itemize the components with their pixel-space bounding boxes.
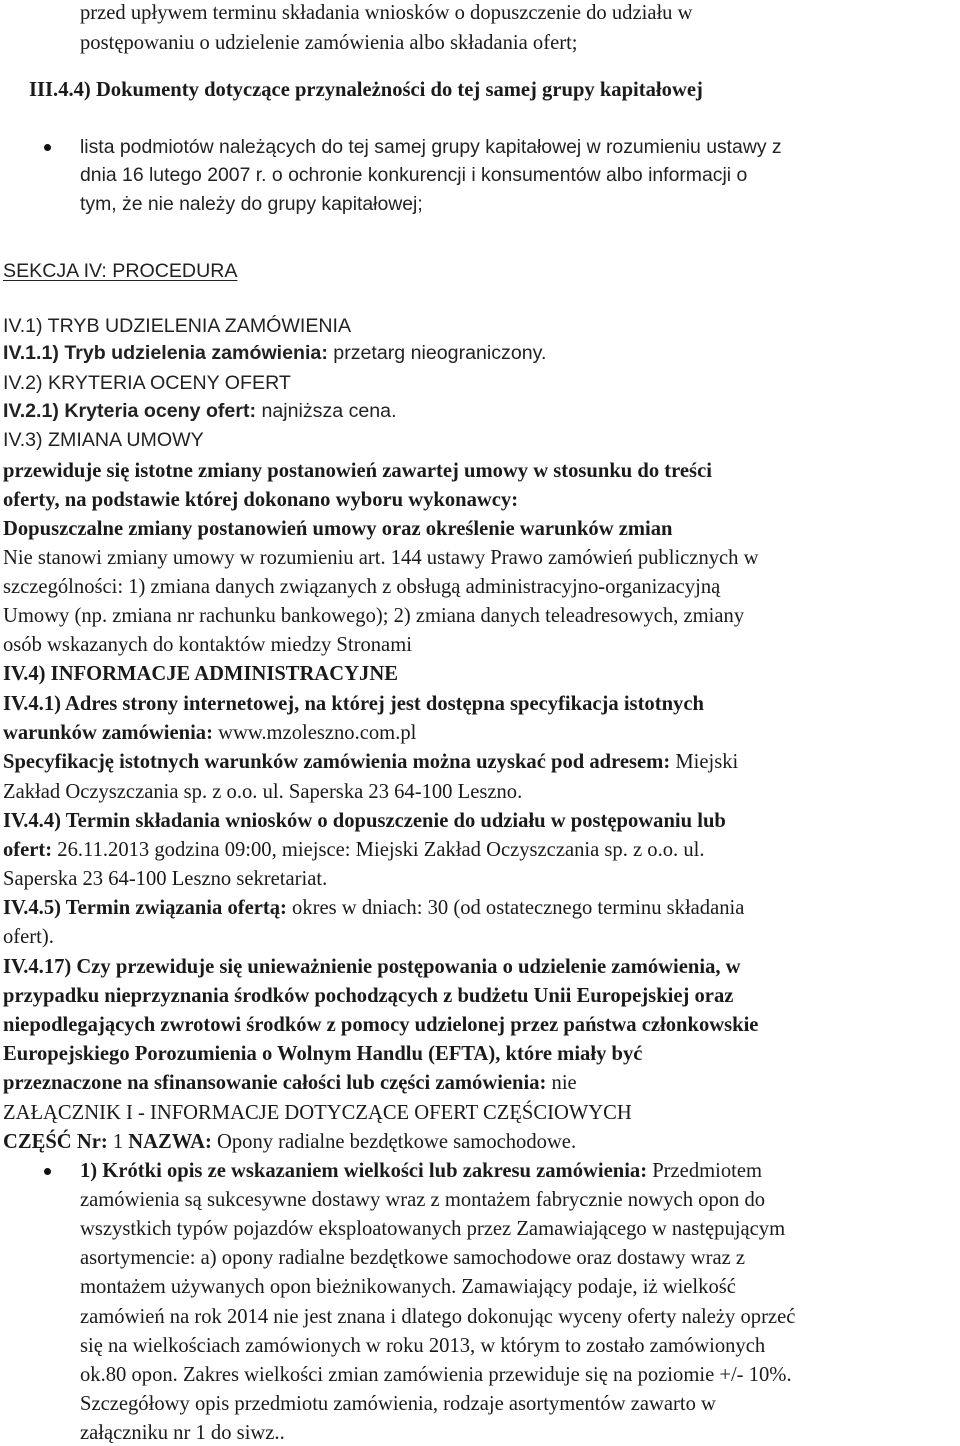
kryteria-value: najniższa cena. bbox=[256, 400, 397, 422]
paragraph-line: postępowaniu o udzielenie zamówienia albo składania ofert; bbox=[80, 32, 578, 54]
paragraph-line: Umowy (np. zmiana nr rachunku bankowego); 2) zmiana danych teleadresowych, zmiany bbox=[3, 605, 745, 627]
item1-line: wszystkich typów pojazdów eksploatowanych przez Zamawiającego w następującym bbox=[80, 1218, 786, 1240]
spec-address-label: Specyfikację istotnych warunków zamówienia można uzyskać pod adresem: bbox=[3, 751, 671, 773]
item1-line: zamówień na rok 2014 nie jest znana i dlatego dokonując wyceny oferty należy oprzeć bbox=[80, 1306, 796, 1328]
paragraph-line: Saperska 23 64-100 Leszno sekretariat. bbox=[3, 868, 328, 890]
paragraph-line: przypadku nieprzyznania środków pochodzących z budżetu Unii Europejskiej oraz bbox=[3, 985, 734, 1007]
bullet-text-line: dnia 16 lutego 2007 r. o ochronie konkurencji i konsumentów albo informacji o bbox=[80, 164, 748, 186]
paragraph-line: szczególności: 1) zmiana danych związanych z obsługą administracyjno-organizacyjną bbox=[3, 576, 721, 598]
item1-first: Przedmiotem bbox=[647, 1160, 763, 1182]
zwiazanie-line bbox=[3, 898, 744, 919]
paragraph-line: Nie stanowi zmiany umowy w rozumieniu art. 144 ustawy Prawo zamówień publicznych w bbox=[3, 547, 759, 569]
item1-label: 1) Krótki opis ze wskazaniem wielkości lub zakresu zamówienia: bbox=[80, 1160, 648, 1182]
annex-title: ZAŁĄCZNIK I - INFORMACJE DOTYCZĄCE OFERT CZĘŚCIOWYCH bbox=[3, 1102, 632, 1124]
kryteria-label: IV.2.1) Kryteria oceny ofert: bbox=[3, 400, 257, 422]
termin-value: 26.11.2013 godzina 09:00, miejsce: Miejski Zakład Oczyszczania sp. z o.o. ul. bbox=[52, 839, 705, 861]
section-heading: III.4.4) Dokumenty dotyczące przynależności do tej samej grupy kapitałowej bbox=[29, 79, 703, 101]
czesc-label: CZĘŚĆ Nr: bbox=[3, 1131, 108, 1153]
kryteria-line bbox=[3, 402, 397, 422]
uniewaznienie-label: przeznaczone na sfinansowanie całości lub części zamówienia: bbox=[3, 1072, 547, 1094]
paragraph-line: IV.4.17) Czy przewiduje się unieważnienie postępowania o udzielenie zamówienia, w bbox=[3, 956, 741, 978]
paragraph-line: Zakład Oczyszczania sp. z o.o. ul. Saperska 23 64-100 Leszno. bbox=[3, 781, 523, 803]
termin-label: ofert: bbox=[3, 839, 53, 861]
bullet-text-line: lista podmiotów należących do tej samej grupy kapitałowej w rozumieniu ustawy z bbox=[80, 136, 782, 158]
paragraph-line: przed upływem terminu składania wniosków o dopuszczenie do udziału w bbox=[80, 2, 693, 24]
section-title: SEKCJA IV: PROCEDURA bbox=[3, 260, 238, 282]
paragraph-line: IV.4.1) Adres strony internetowej, na której jest dostępna specyfikacja istotnych bbox=[3, 693, 704, 715]
spec-url-line bbox=[3, 723, 416, 744]
item1-line: Szczegółowy opis przedmiotu zamówienia, rodzaje asortymentów zawarto w bbox=[80, 1393, 716, 1415]
subsection-heading: IV.4) INFORMACJE ADMINISTRACYJNE bbox=[3, 663, 398, 685]
subsection-heading: IV.1) TRYB UDZIELENIA ZAMÓWIENIA bbox=[3, 315, 352, 337]
subsection-heading: IV.3) ZMIANA UMOWY bbox=[3, 429, 204, 451]
paragraph-line: Europejskiego Porozumienia o Wolnym Handlu (EFTA), które miały być bbox=[3, 1043, 643, 1065]
spec-url-value: www.mzoleszno.com.pl bbox=[212, 722, 417, 744]
item1-line: załączniku nr 1 do siwz.. bbox=[80, 1422, 285, 1444]
zwiazanie-value: okres w dniach: 30 (od ostatecznego terminu składania bbox=[286, 897, 745, 919]
nazwa-value: Opony radialne bezdętkowe samochodowe. bbox=[211, 1131, 577, 1153]
subsection-heading: IV.2) KRYTERIA OCENY OFERT bbox=[3, 372, 291, 394]
bullet-icon bbox=[44, 144, 51, 151]
uniewaznienie-answer-line bbox=[3, 1073, 577, 1094]
item1-line: zamówienia są sukcesywne dostawy wraz z montażem fabrycznie nowych opon do bbox=[80, 1189, 766, 1211]
paragraph-line: ofert). bbox=[3, 926, 54, 948]
paragraph-line: osób wskazanych do kontaktów miedzy Stronami bbox=[3, 634, 412, 656]
paragraph-line: Dopuszczalne zmiany postanowień umowy oraz określenie warunków zmian bbox=[3, 518, 673, 540]
spec-url-label: warunków zamówienia: bbox=[3, 722, 213, 744]
paragraph-line: przewiduje się istotne zmiany postanowień zawartej umowy w stosunku do treści bbox=[3, 460, 712, 482]
item1-line: montażem używanych opon bieżnikowanych. Zamawiający podaje, iż wielkość bbox=[80, 1276, 736, 1298]
spec-address-value: Miejski bbox=[670, 751, 739, 773]
czesc-number: 1 bbox=[107, 1131, 129, 1153]
item1-line: asortymencie: a) opony radialne bezdętkowe samochodowe oraz dostawy wraz z bbox=[80, 1247, 746, 1269]
tryb-value: przetarg nieograniczony. bbox=[327, 342, 547, 364]
zwiazanie-label: IV.4.5) Termin związania ofertą: bbox=[3, 897, 287, 919]
paragraph-line: IV.4.4) Termin składania wniosków o dopuszczenie do udziału w postępowaniu lub bbox=[3, 810, 726, 832]
uniewaznienie-answer: nie bbox=[546, 1072, 577, 1094]
termin-line bbox=[3, 840, 705, 861]
item1-first-line bbox=[80, 1161, 762, 1182]
paragraph-line: niepodlegających zwrotowi środków z pomocy udzielonej przez państwa członkowskie bbox=[3, 1014, 759, 1036]
tryb-label: IV.1.1) Tryb udzielenia zamówienia: bbox=[3, 342, 328, 364]
item1-line: ok.80 opon. Zakres wielkości zmian zamówienia przewiduje się na poziomie +/- 10%. bbox=[80, 1364, 792, 1386]
paragraph-line: oferty, na podstawie której dokonano wyboru wykonawcy: bbox=[3, 489, 519, 511]
czesc-line bbox=[3, 1132, 576, 1153]
item1-line: się na wielkościach zamówionych w roku 2013, w którym to zostało zamówionych bbox=[80, 1335, 766, 1357]
tryb-line bbox=[3, 344, 546, 364]
bullet-text-line: tym, że nie należy do grupy kapitałowej; bbox=[80, 193, 423, 215]
nazwa-label: NAZWA: bbox=[128, 1131, 212, 1153]
spec-address-line bbox=[3, 752, 738, 773]
bullet-icon bbox=[44, 1168, 51, 1175]
